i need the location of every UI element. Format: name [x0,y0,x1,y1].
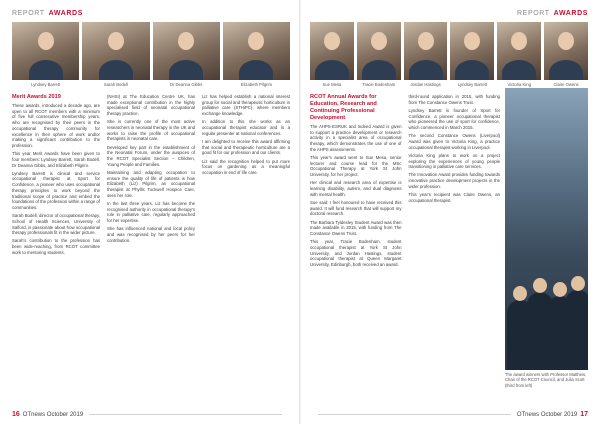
paragraph: The AHPS-ESRUK and Indeed Award is given to support a practice development or research activity in a specialist area of occupational therapy, which demonstrates the use of one of the AHPS assessments. [310,124,402,152]
portrait-caption: Sarah Bodell [103,82,128,87]
paragraph: The second Constance Owens (Liverpool) Award was given to Victoria King, a practice occupational therapist working in Liverpool. [408,133,500,150]
paragraph: Developed key part in the establishment of the Neonatal Forum, under the auspices of the RCOT Specialist Section – Children, Young People and Families. [107,144,195,167]
portrait-caption: Tracie Bodenham [362,82,396,87]
paragraph: In addition to this she works as an occupational therapist educator and is a regular presenter at national conferences. [202,119,290,136]
portrait-photo [544,22,588,80]
portrait [497,22,541,92]
portrait-photo [310,22,354,80]
paragraph: Liz said the recognition helped to put more focus on gardening as a meaningful occupation in end of life care. [202,158,290,175]
portrait [310,22,354,92]
portrait [450,22,494,92]
portrait-photo [153,22,220,80]
paragraph: Maintaining and adapting occupation to ensure the quality of life of patients is how Elizabeth (Liz) Pilgrim, an occupational therapist at Phyllis Tuckwell Hospice Care, sees her role. [107,169,195,198]
paragraph: This year's award went to Sue Mesa, senior lecturer and course lead for the MSc Occupational Therapy at York St John University, for her project. [310,155,402,178]
portrait [82,22,149,92]
right-header [310,6,588,20]
group-photo-image [505,88,588,370]
left-columns [12,94,290,258]
group-photo-caption: The award winners with Professor Mattheis, Chair of the RCOT Council, and Julia Scott (third from left) [505,371,587,388]
left-column-2 [107,94,195,258]
portrait-photo [497,22,541,80]
paragraph: This year's recipient was Claire Owens, an occupational therapist. [408,192,500,203]
portrait [404,22,448,92]
portrait-caption: Jordan Hastings [410,82,441,87]
paragraph: Sarah's contribution to the profession has been wide-reaching, from RCOT committee work to mentoring students. [12,238,100,255]
portrait-caption: Lyndsey Barrett [31,82,61,87]
paragraph: This year Merit Awards have been given to four members: Lyndsey Barrett, Sarah Bodell, Dr Deanna Gibbs, and Elizabeth Pilgrim. [12,151,100,168]
portrait-photo [404,22,448,80]
right-column-2 [409,94,501,270]
paragraph: Liz has helped establish a national interest group for social and therapeutic horticulture in palliative care (STHiPC), where members exchange knowledge. [202,94,290,117]
portrait [544,22,588,92]
paragraph: The Innovation Award provides funding towards innovative practice development projects in the wider profession. [408,172,500,189]
page-number: 17 [580,411,588,418]
footer-rule [318,414,511,415]
paragraph: third-round application in 2015, with funding from The Constance Owens Trust. [408,94,500,105]
header-section: REPORT [12,9,45,17]
left-column-3 [202,94,290,258]
right-columns [310,94,500,270]
portrait-caption: Claire Owens [553,82,579,87]
paragraph: Lyndsey Barrett is founder of Sport for Confidence, a pioneer occupational therapist who pioneered the use of sport for confidence, which commenced in March 2015. [408,107,500,131]
portrait-photo [450,22,494,80]
header-sub: AWARDS [553,9,588,17]
portrait-caption: Victoria King [507,82,531,87]
paragraph: Lyndsey Barrett is clinical and service occupational therapist at Sport for Confidence, a pioneer who uses occupational therapy principles to work beyond the traditional scope of practice and embed the foundations of the profession within a range of communities. [12,170,100,210]
portrait-photo [357,22,401,80]
paragraph: These awards, introduced a decade ago, are open to all RCOT members with a minimum of five full consecutive membership years, who are recognised by their peers in the occupational therapy community for excellence in their sphere of work and/or making a significant contribution to the profession. [12,103,100,148]
paragraph: She has influenced national and local policy and was recognised by her peers for her contribution. [107,226,195,243]
portrait [12,22,79,92]
left-header [12,6,290,20]
footer-rule [89,414,282,415]
paragraph: Sarah Bodell, director of occupational therapy, School of Health Sciences, University of Salford, is passionate about how occupational therapy professionals fit in the wider picture. [12,213,100,236]
right-footer [312,411,588,418]
header-sub: AWARDS [48,9,83,17]
right-photo-strip [310,22,588,92]
paragraph: This year, Tracie Bodenham, student occupational therapist at York St John University, and Jordan Hastings, student occupational therapist at Queen Margaret University, Edinburgh, both received an award. [310,239,402,267]
portrait [357,22,401,92]
portrait-photo [12,22,79,80]
right-column-1 [310,94,402,270]
portrait-caption: Sue Mesa [322,82,342,87]
left-photo-strip [12,22,290,92]
paragraph: The Barbara Tyldesley Student Award was then made available in 2015, with funding from The Constance Owens Trust. [310,219,402,236]
portrait-photo [82,22,149,80]
portrait-caption: Elizabeth Pilgrim [240,82,272,87]
issue-label: OTnews October 2019 [516,411,578,418]
page-number: 16 [12,411,20,418]
header-section: REPORT [517,9,550,17]
portrait-photo [223,22,290,80]
portrait [153,22,220,92]
paragraph: Sue said: I feel honoured to have received this award. It will fund research that will support my doctoral research. [310,199,402,217]
paragraph: Her clinical and research area of expertise is learning disability, autism, and dual diagnosis with mental health. [310,180,402,197]
paragraph: I am delighted to receive this award affirming that social and therapeutic horticulture are a good fit for our profession and our clients. [202,138,290,156]
section-title: RCOT Annual Awards for Education, Research and Continuing Professional Development [310,94,377,121]
paragraph: Victoria King plans to work on a project exploring the experiences of young people transitioning in palliative care services. [408,152,500,170]
paragraph: (NHSI) at The Education Centre UK, has made exceptional contribution in the highly specialised field of neonatal occupational therapy practice. [107,94,195,117]
portrait-caption: Dr Deanna Gibbs [169,82,203,87]
portrait [223,22,290,92]
left-column-1 [12,94,100,258]
section-title: Merit Awards 2019 [12,94,61,100]
portrait-caption: Lyndsey Barrett [457,82,487,87]
paragraph: In the last three years, Liz has become the recognised authority in occupational therapy's role in palliative care, regularly approached for her expertise. [107,200,195,224]
group-photo [505,88,588,388]
right-page [300,0,600,424]
paragraph: She is currently one of the most active researchers in neonatal therapy in the UK and works to raise the profile of occupational therapists in neonatal care. [107,119,195,142]
left-footer [12,411,288,418]
issue-label: OTnews October 2019 [22,411,84,418]
